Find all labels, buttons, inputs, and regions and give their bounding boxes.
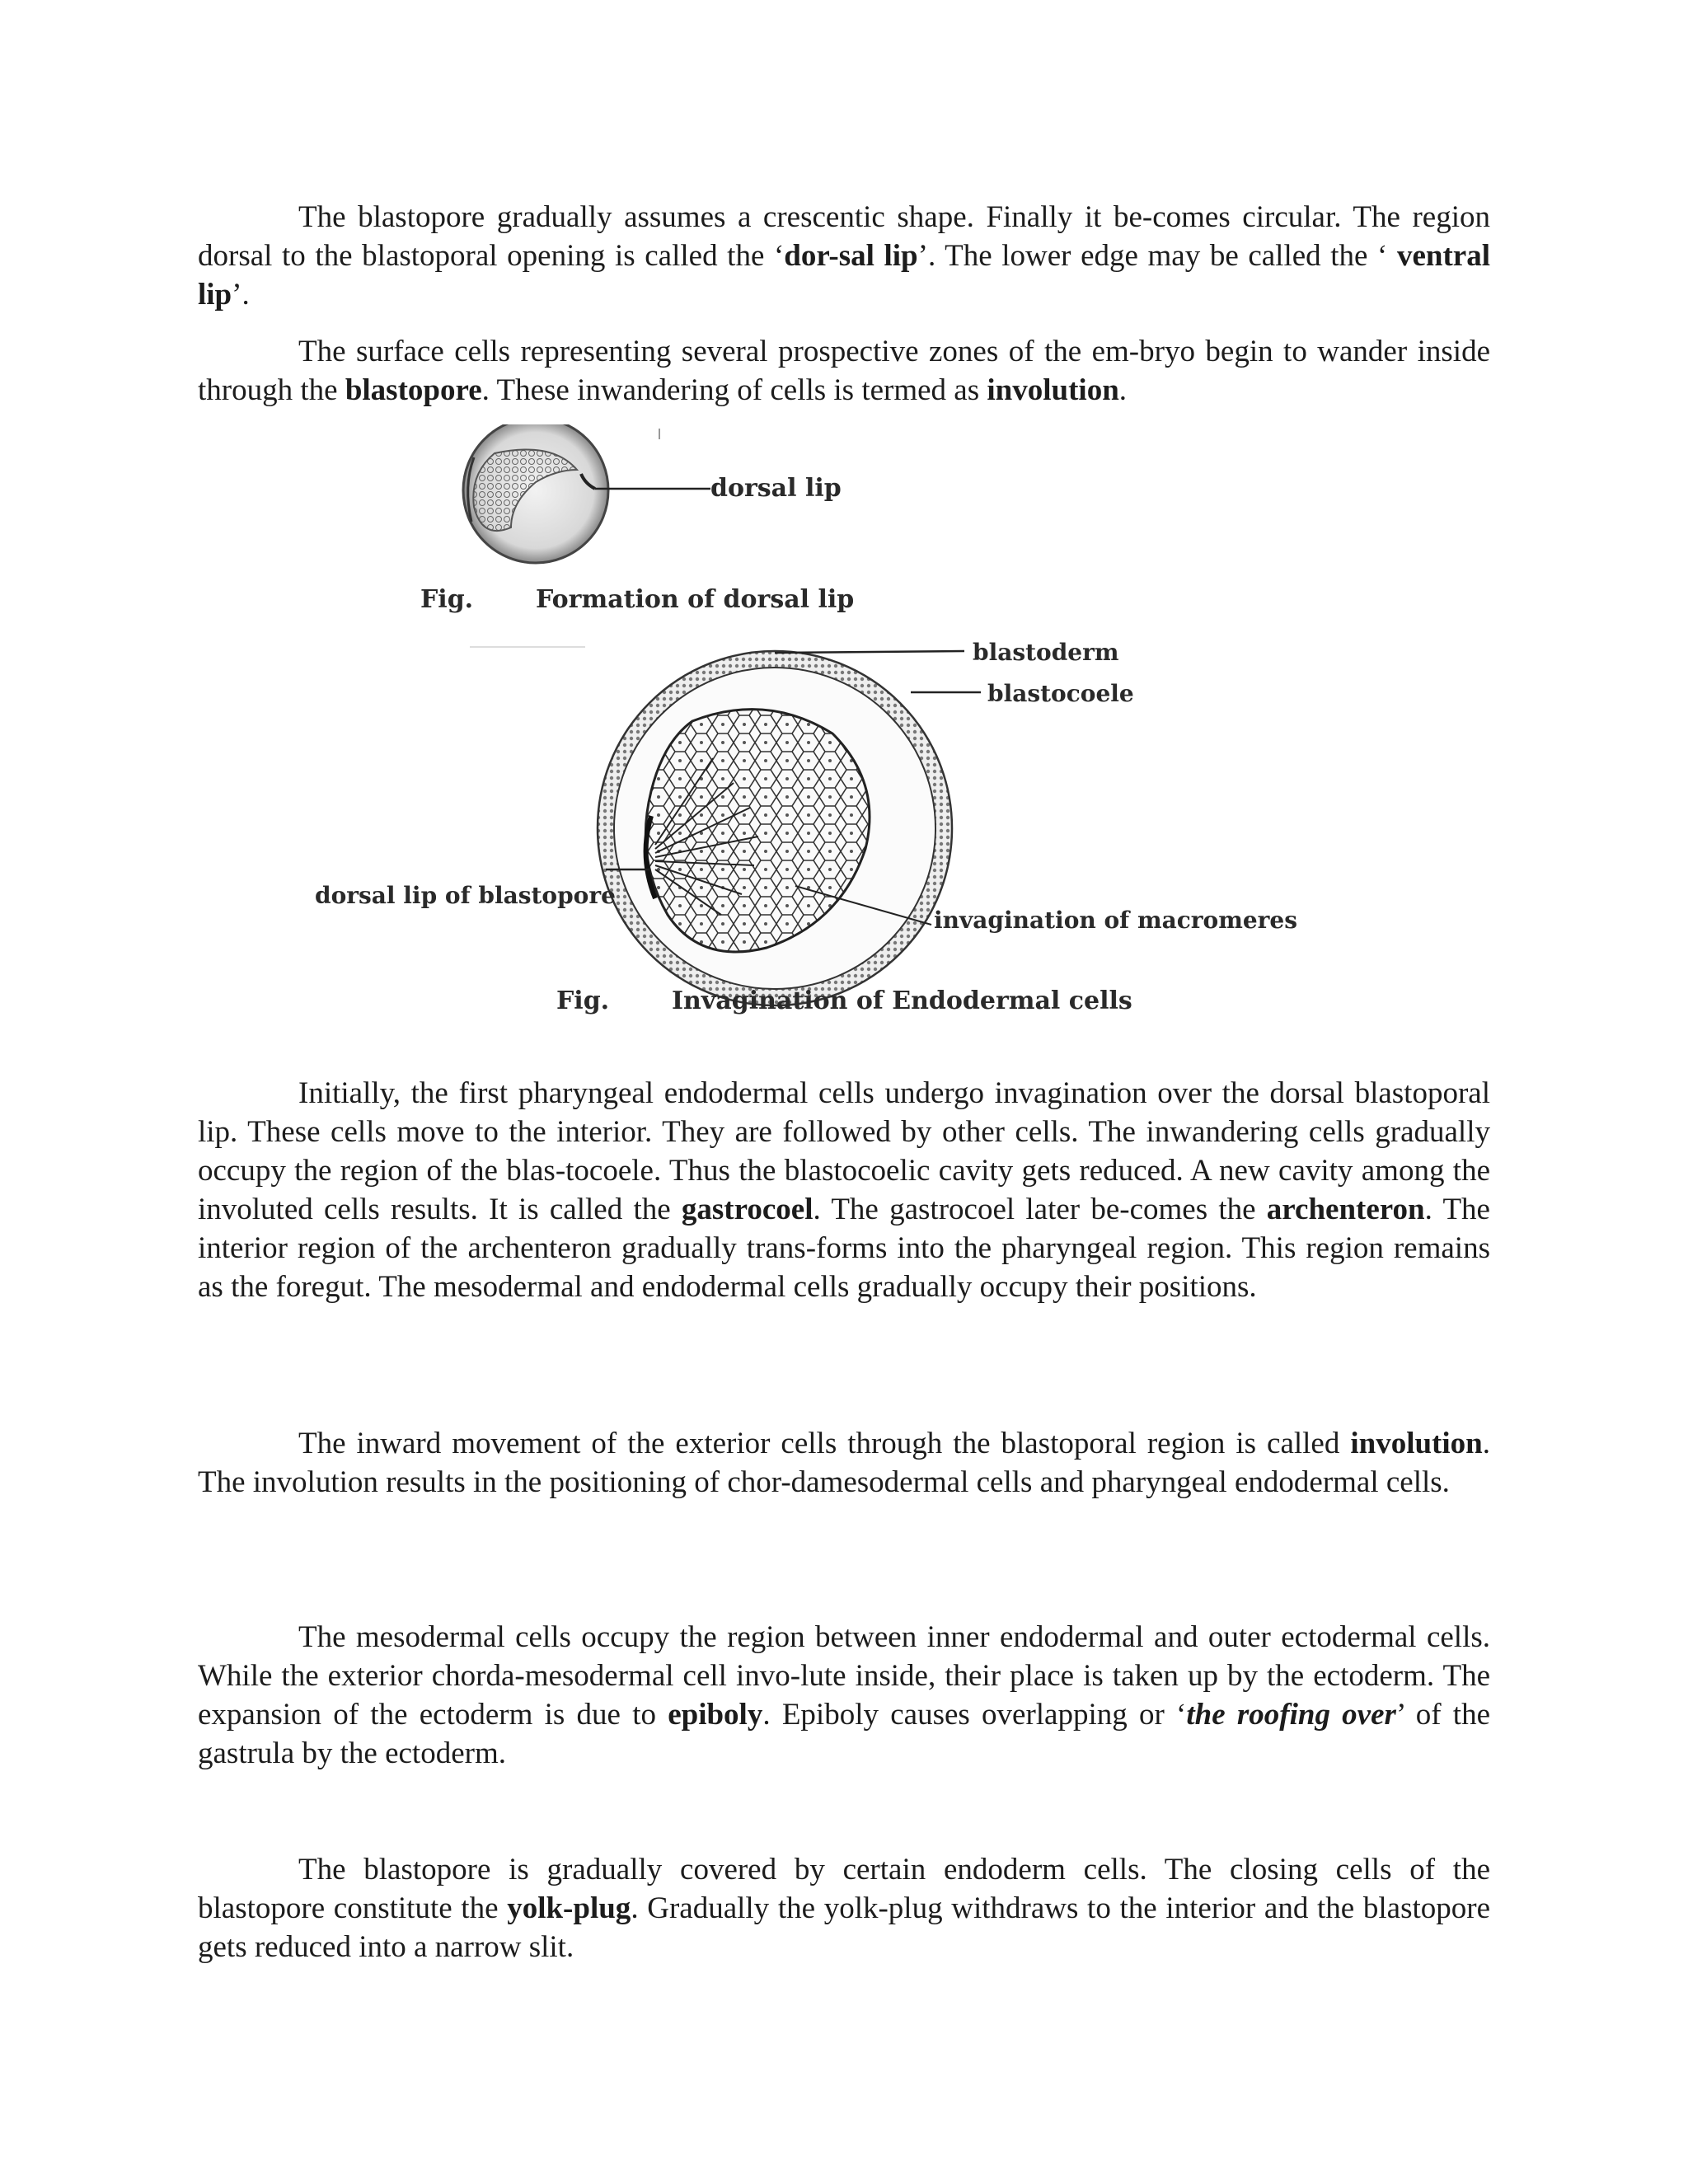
term-dorsal-lip: dor-sal lip [784, 239, 918, 273]
term-blastopore: blastopore [345, 373, 482, 407]
figure-dorsal-lip [412, 424, 874, 630]
text-run: ’. [232, 278, 250, 312]
text-run: . [1118, 373, 1128, 407]
term-roofing-over: the roofing over [1186, 1698, 1396, 1732]
text-run: ’. The lower edge may be called the ‘ [917, 239, 1397, 273]
term-epiboly: epiboly [668, 1698, 763, 1732]
figure-invagination [305, 639, 1297, 1022]
term-yolk-plug: yolk-plug [507, 1891, 631, 1925]
term-gastrocoel: gastrocoel [681, 1193, 814, 1226]
text-run: ’ of the gastrula by the ectoderm. [198, 1698, 1491, 1770]
text-run: The mesodermal cells occupy the region between inner endodermal and outer ectodermal cells. While the exterior chorda-mesodermal cell invo-lute inside, their place is taken up by the ectoderm. The expansion of the ectoderm is due to [198, 1620, 1490, 1732]
label-dorsal-lip-of-blastopore: dorsal lip of blastopore [315, 882, 616, 909]
label-blastoderm: blastoderm [973, 639, 1119, 666]
text-run: . The gastrocoel later be-comes the [813, 1193, 1267, 1226]
paragraph-blastopore-shape [198, 198, 1490, 314]
figure-caption: Formation of dorsal lip [536, 585, 855, 614]
paragraph-yolk-plug [198, 1850, 1490, 1966]
paragraph-epiboly [198, 1618, 1490, 1773]
term-involution: involution [987, 373, 1119, 407]
text-run: The blastopore gradually assumes a crescentic shape. Finally it be-comes circular. The region dorsal to the blastoporal opening is called the ‘ [198, 200, 1490, 273]
label-invagination-of-macromeres: invagination of macromeres [934, 907, 1297, 934]
paragraph-involution [198, 1424, 1490, 1502]
text-run: The blastopore is gradually covered by certain endoderm cells. The closing cells of the blastopore constitute the [198, 1853, 1490, 1925]
text-run: The surface cells representing several prospective zones of the em-bryo begin to wander inside through the [198, 335, 1490, 407]
paragraph-involution-intro [198, 332, 1490, 410]
term-archenteron: archenteron [1266, 1193, 1425, 1226]
figure-number: Fig. [420, 585, 474, 614]
text-run: . The interior region of the archenteron gradually trans-forms into the pharyngeal region. This region remains as the foregut. The mesodermal and endodermal cells gradually occupy their positions. [198, 1193, 1490, 1304]
paragraph-invagination [198, 1074, 1490, 1306]
text-run: . The involution results in the positioning of chor-damesodermal cells and pharyngeal endodermal cells. [198, 1427, 1490, 1499]
label-blastocoele: blastocoele [987, 680, 1134, 707]
text-run: The inward movement of the exterior cells through the blastoporal region is called [298, 1427, 1351, 1460]
text-run: . These inwandering of cells is termed as [481, 373, 987, 407]
label-dorsal-lip: dorsal lip [710, 474, 842, 503]
text-run: . Gradually the yolk-plug withdraws to the interior and the blastopore gets reduced into a narrow slit. [198, 1891, 1490, 1964]
term-involution: involution [1350, 1427, 1483, 1460]
term-ventral-lip: ventral lip [198, 239, 1490, 312]
text-run: . Epiboly causes overlapping or ‘ [762, 1698, 1187, 1732]
figure-caption: Invagination of Endodermal cells [672, 987, 1132, 1015]
text-run: Initially, the first pharyngeal endodermal cells undergo invagination over the dorsal blastoporal lip. These cells move to the interior. They are followed by other cells. The inwandering cells gradually occupy the region of the blas-tocoele. Thus the blastocoelic cavity gets reduced. A new cavity among the involuted cells results. It is called the [198, 1076, 1490, 1226]
figure-number: Fig. [556, 987, 610, 1015]
